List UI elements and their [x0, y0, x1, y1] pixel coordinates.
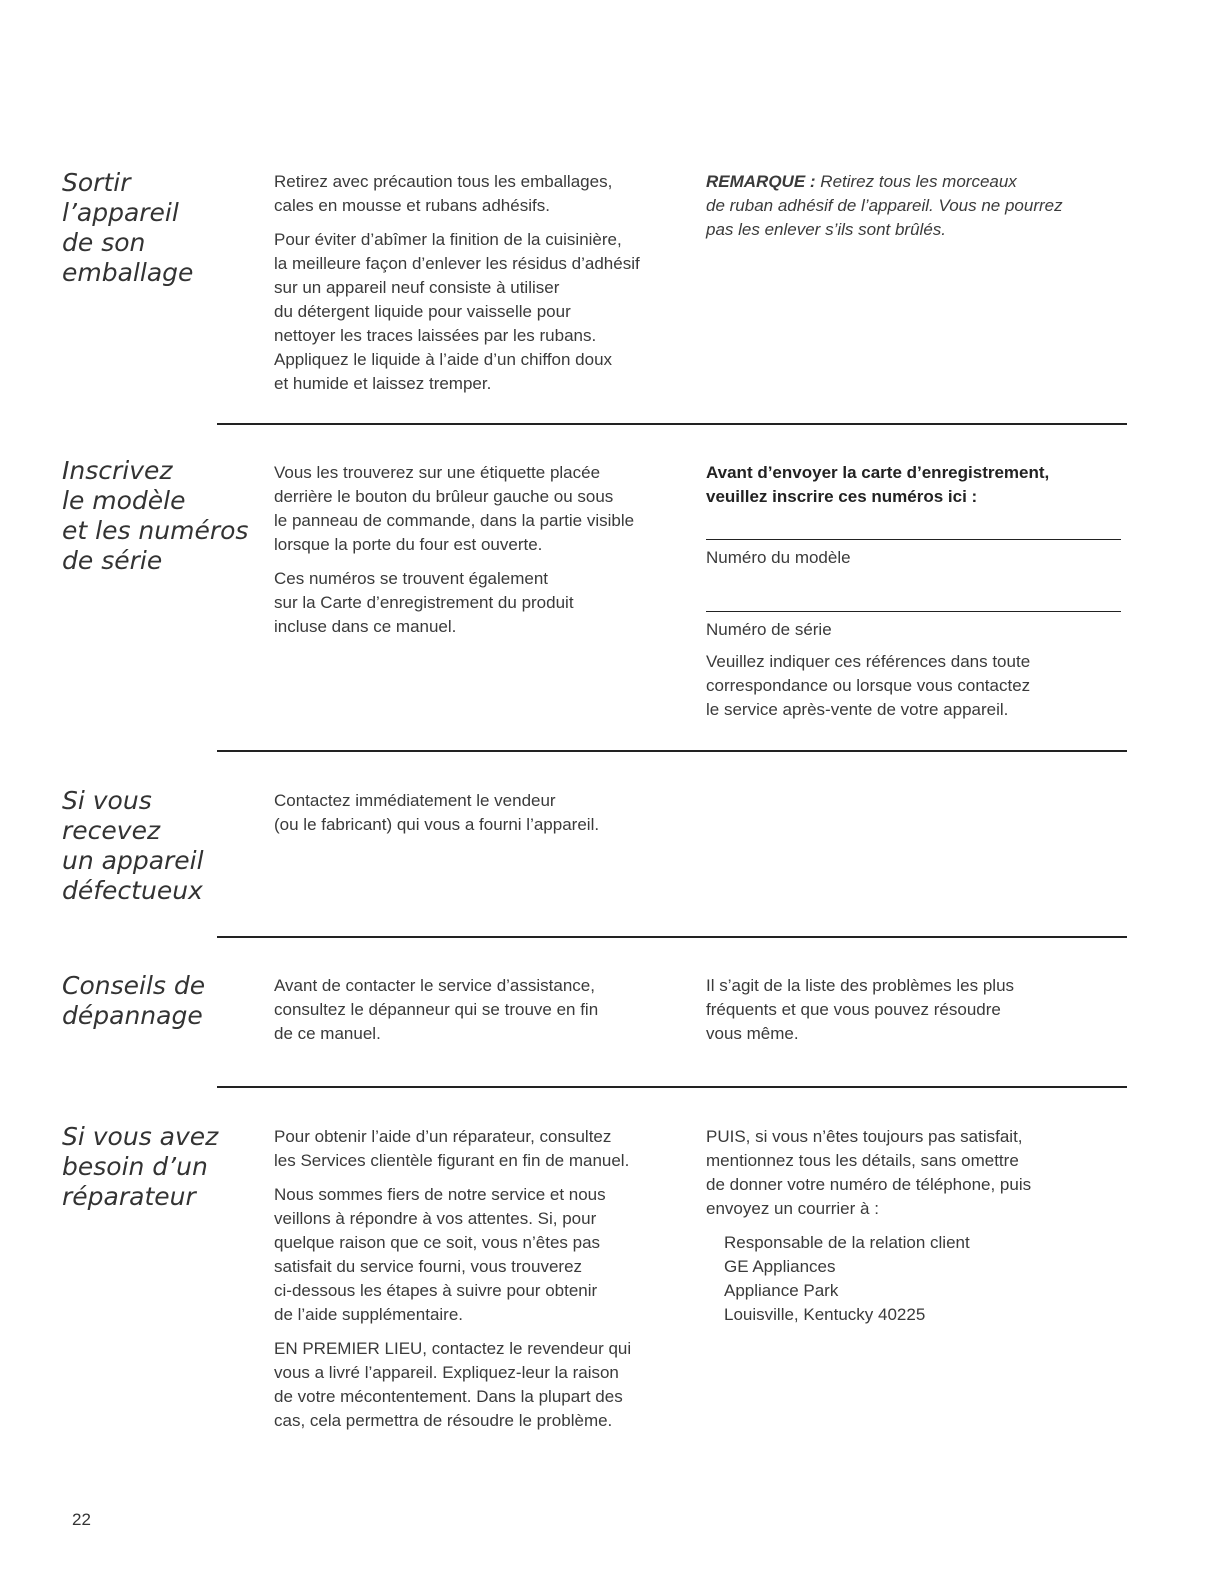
serial-form: [706, 461, 1121, 509]
serial-number-label: Numéro de série: [706, 620, 832, 639]
divider-4: [217, 1086, 1127, 1088]
address-line: Appliance Park: [724, 1281, 839, 1300]
unpack-p1: Retirez avec précaution tous les emballages, cales en mousse et rubans adhésifs.: [274, 172, 613, 215]
serial-p3: Veuillez indiquer ces références dans toute correspondance ou lorsque vous contactez le service après-vente de votre appareil.: [706, 652, 1031, 719]
repair-p3: EN PREMIER LIEU, contactez le revendeur qui vous a livré l’appareil. Expliquez-leur la raison de votre mécontentement. Dans la plupart des cas, cela permettra de résoudre le problème.: [274, 1339, 632, 1430]
serial-number-field[interactable]: [706, 611, 1121, 652]
unpack-note: [706, 170, 1116, 252]
troubleshoot-p1: Avant de contacter le service d’assistance, consultez le dépanneur qui se trouve en fin de ce manuel.: [274, 976, 599, 1043]
repair-p1: Pour obtenir l’aide d’un réparateur, consultez les Services clientèle figurant en fin de manuel.: [274, 1127, 630, 1170]
repair-p2: Nous sommes fiers de notre service et nous veillons à répondre à vos attentes. Si, pour quelque raison que ce soit, vous n’êtes pas satisfait du service fourni, vous trouverez ci-dessous les étapes à suivre pour obtenir de l’aide supplémentaire.: [274, 1185, 606, 1324]
unpack-p2: Pour éviter d’abîmer la finition de la cuisinière, la meilleure façon d’enlever les résidus d’adhésif sur un appareil neuf consiste à utiliser du détergent liquide pour vaisselle pour nettoyer les traces laissées par les rubans. Appliquez le liquide à l’aide d’un chiffon doux et humide et laissez tremper.: [274, 230, 640, 393]
troubleshoot-note: [706, 974, 1121, 1056]
note-text: Retirez tous les morceaux de ruban adhésif de l’appareil. Vous ne pourrez pas les enlever s’ils sont brûlés.: [706, 172, 1063, 239]
model-number-line[interactable]: [706, 539, 1121, 540]
divider-3: [217, 936, 1127, 938]
serial-lead: Avant d’envoyer la carte d’enregistrement, veuillez inscrire ces numéros ici :: [706, 463, 1050, 506]
serial-note: [706, 650, 1121, 732]
heading-repair: Si vous avez besoin d’un réparateur: [62, 1122, 219, 1211]
address-line: Louisville, Kentucky 40225: [724, 1305, 926, 1324]
repair-body: [274, 1125, 694, 1443]
troubleshoot-p2: Il s’agit de la liste des problèmes les plus fréquents et que vous pouvez résoudre vous même.: [706, 976, 1015, 1043]
repair-p4: PUIS, si vous n’êtes toujours pas satisfait, mentionnez tous les détails, sans omettre de donner votre numéro de téléphone, puis envoyez un courrier à :: [706, 1127, 1032, 1218]
mailing-address: [706, 1231, 1121, 1327]
heading-defective: Si vous recevez un appareil défectueux: [62, 786, 204, 905]
note-label: REMARQUE :: [706, 172, 816, 191]
note-paragraph: [706, 170, 1116, 242]
serial-p1: Vous les trouverez sur une étiquette placée derrière le bouton du brûleur gauche ou sous le panneau de commande, dans la partie visible lorsque la porte du four est ouverte.: [274, 463, 635, 554]
address-line: GE Appliances: [724, 1257, 836, 1276]
divider-2: [217, 750, 1127, 752]
heading-troubleshoot: Conseils de dépannage: [62, 971, 206, 1030]
troubleshoot-body: [274, 974, 694, 1056]
serial-body: [274, 461, 694, 649]
model-number-field[interactable]: [706, 539, 1121, 580]
defective-p1: Contactez immédiatement le vendeur (ou le fabricant) qui vous a fourni l’appareil.: [274, 791, 600, 834]
divider-1: [217, 423, 1127, 425]
heading-serial: Inscrivez le modèle et les numéros de série: [62, 456, 249, 575]
repair-contact: [706, 1125, 1121, 1327]
heading-unpack: Sortir l’appareil de son emballage: [62, 168, 194, 287]
address-line: Responsable de la relation client: [724, 1233, 970, 1252]
serial-p2: Ces numéros se trouvent également sur la Carte d’enregistrement du produit incluse dans ce manuel.: [274, 569, 574, 636]
defective-body: [274, 789, 694, 847]
page-number: 22: [72, 1510, 91, 1529]
unpack-body: [274, 170, 694, 406]
serial-number-line[interactable]: [706, 611, 1121, 612]
model-number-label: Numéro du modèle: [706, 548, 851, 567]
